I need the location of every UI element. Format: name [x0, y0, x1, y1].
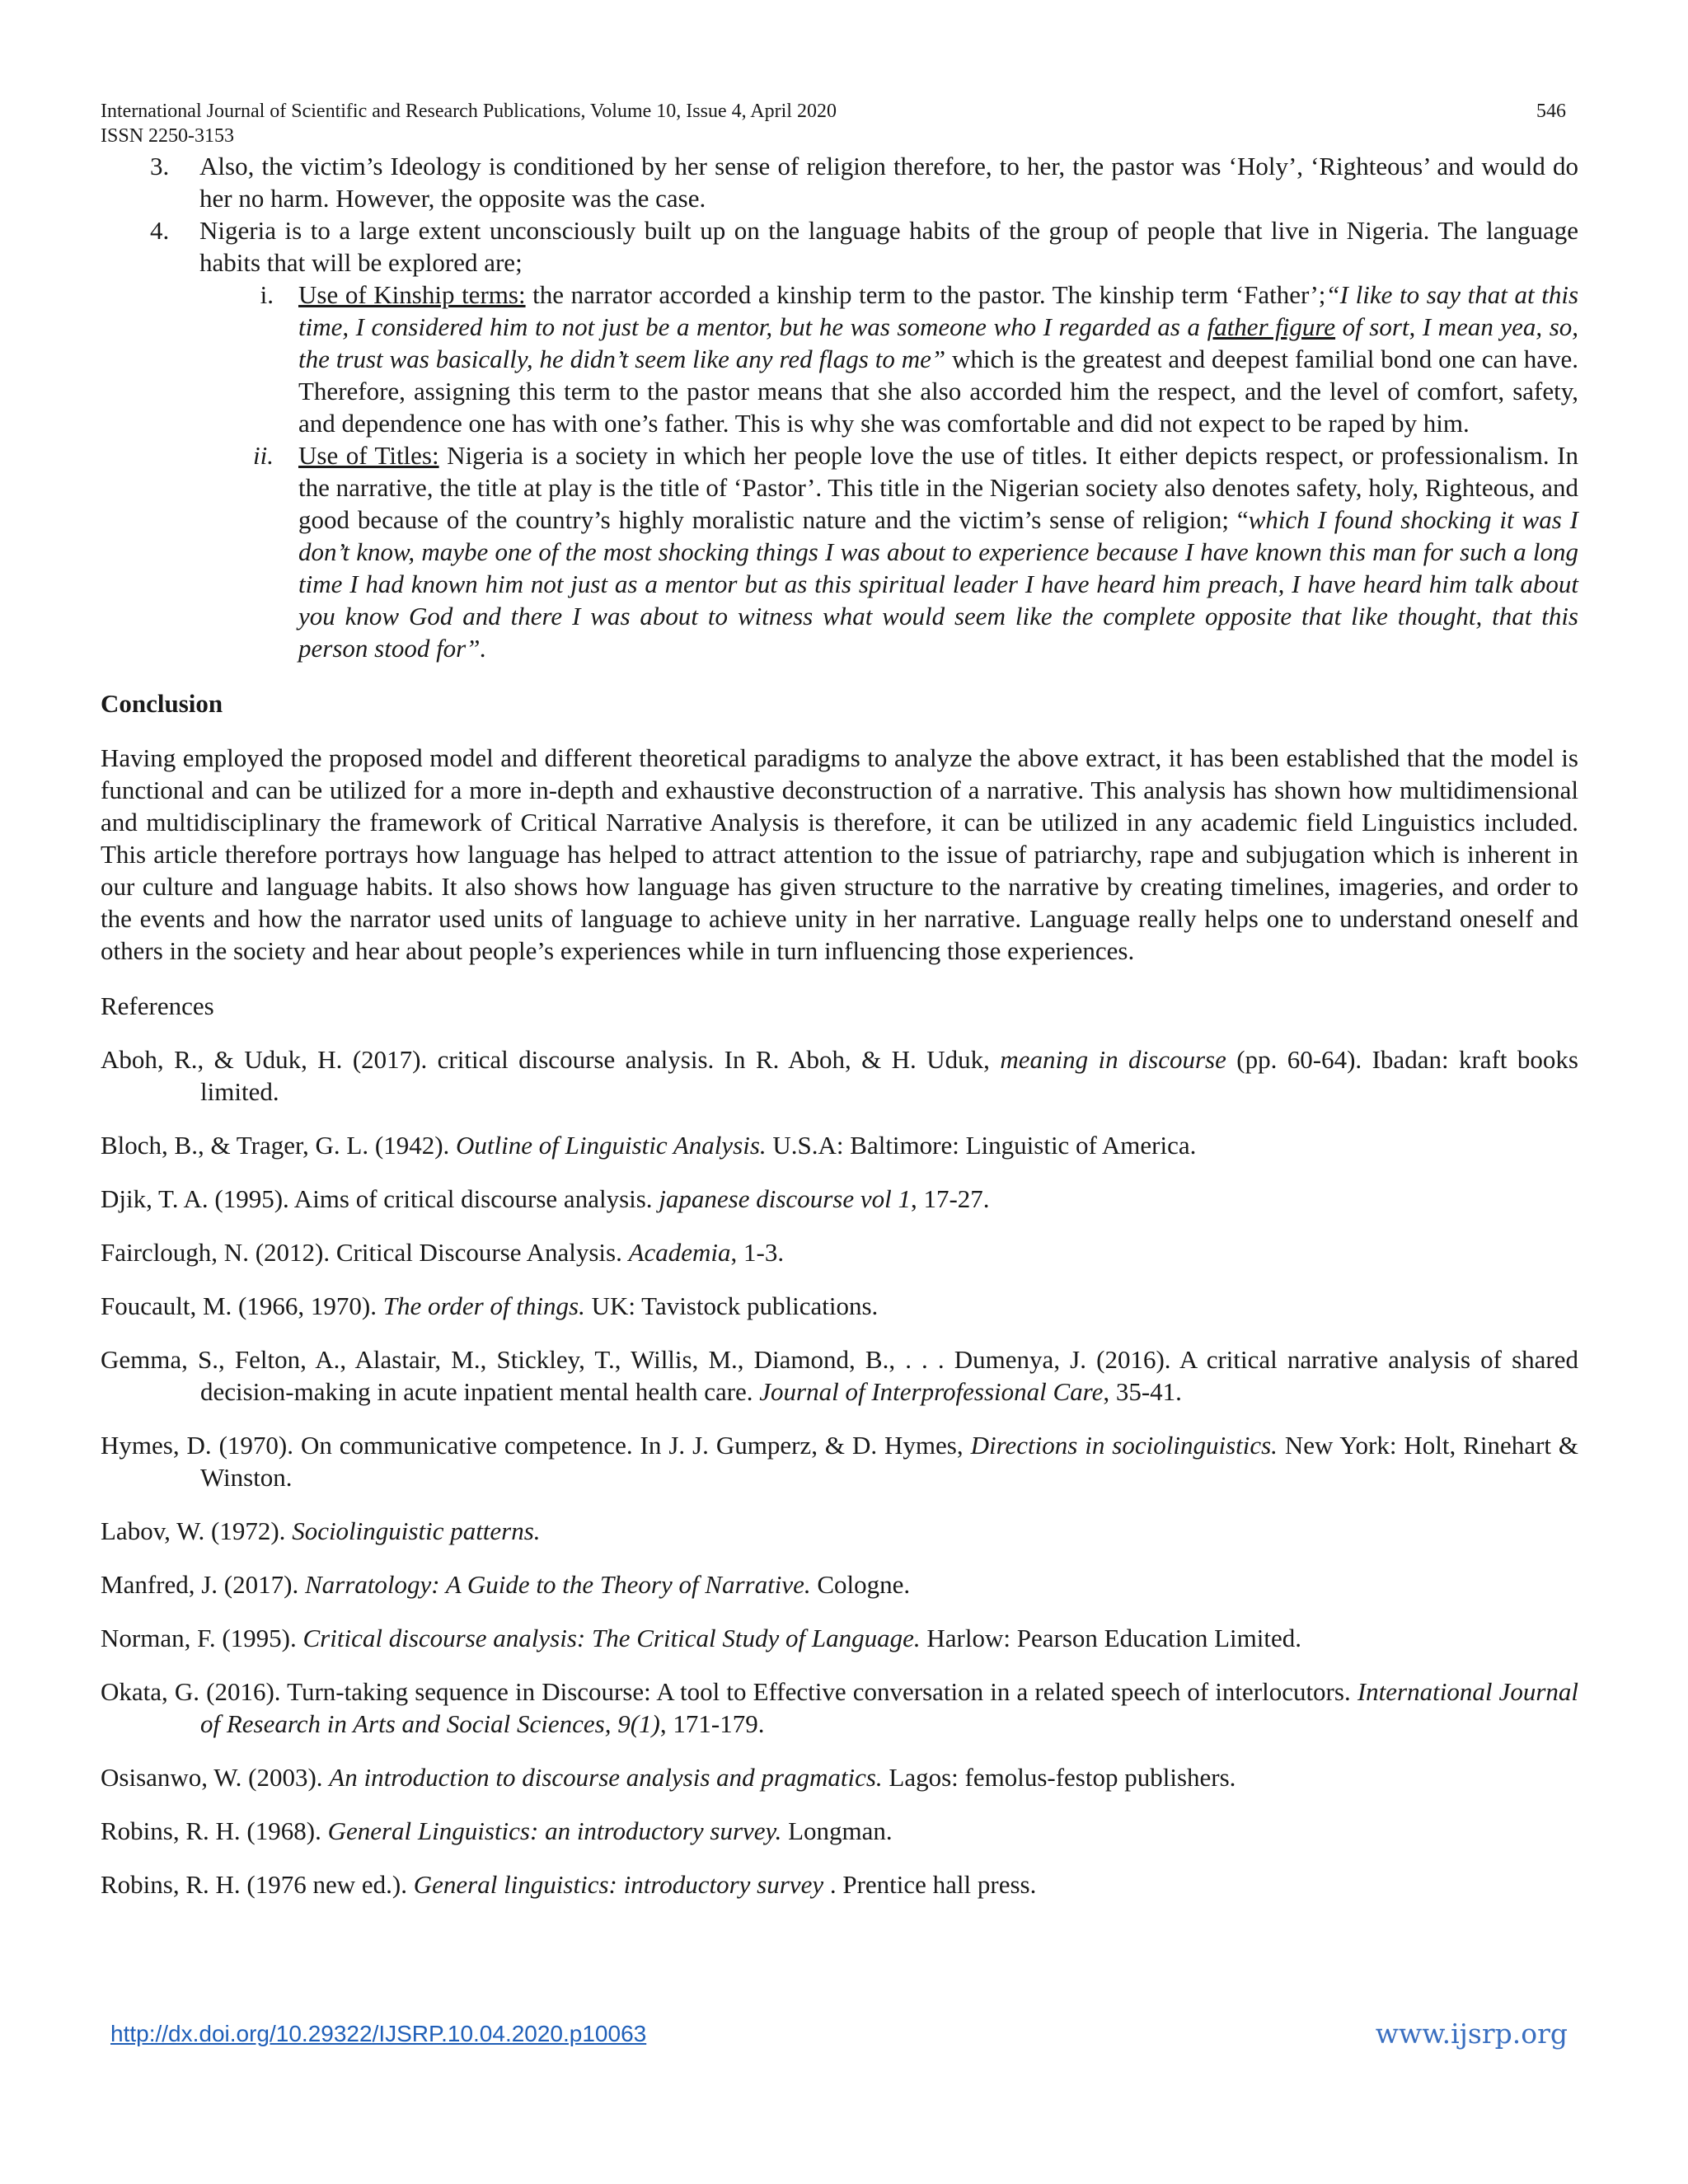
- quote-text: “I like to say that at this time, I considered him to not just be a mentor, but he was someone who I regarded as a: [298, 280, 1579, 341]
- list-item-text: Also, the victim’s Ideology is conditioned by her sense of religion therefore, to her, the pastor was ‘Holy’, ‘Righteous’ and would do her no harm. However, the opposite was the case.: [199, 152, 1578, 213]
- sublist-term: Use of Titles:: [298, 441, 439, 470]
- roman-sublist: [101, 279, 1578, 664]
- conclusion-paragraph: Having employed the proposed model and different theoretical paradigms to analyze the above extract, it has been established that the model is functional and can be utilized for a more in-depth and exhaustive deconstruction of a narrative. This analysis has shown how multidimensional and multidisciplinary the framework of Critical Narrative Analysis is therefore, it can be utilized in any academic field Linguistics included. This article therefore portrays how language has helped to attract attention to the issue of patriarchy, rape and subjugation which is inherent in our culture and language habits. It also shows how language has given structure to the narrative by creating timelines, imageries, and order to the events and how the narrator used units of language to achieve unity in her narrative. Language really helps one to understand oneself and others in the society and hear about people’s experiences while in turn influencing those experiences.: [101, 743, 1578, 965]
- sublist-item-kinship: [101, 279, 1578, 439]
- reference-item: Djik, T. A. (1995). Aims of critical discourse analysis. japanese discourse vol 1, 17-27.: [101, 1184, 990, 1213]
- reference-item: Hymes, D. (1970). On communicative competence. In J. J. Gumperz, & D. Hymes, Directions in sociolinguistics. New York: Holt, Rinehart & Winston.: [101, 1431, 1578, 1492]
- reference-item: Fairclough, N. (2012). Critical Discourse Analysis. Academia, 1-3.: [101, 1238, 785, 1267]
- journal-website-link[interactable]: www.ijsrp.org: [1375, 2018, 1568, 2050]
- list-item: [101, 214, 1578, 279]
- reference-item: Robins, R. H. (1968). General Linguistics: an introductory survey. Longman.: [101, 1816, 893, 1845]
- quote-underlined: father figure: [1207, 312, 1336, 341]
- page-number: 546: [1536, 101, 1566, 122]
- sublist-text: Nigeria is a society in which her people love the use of titles. It either depicts respect, or professionalism. In the narrative, the title at play is the title of ‘Pastor’. This title in the Nigerian society also denotes safety, holy, Righteous, and good because of the country’s highly moralistic nature and the victim’s sense of religion; “: [298, 441, 1578, 534]
- reference-item: Bloch, B., & Trager, G. L. (1942). Outline of Linguistic Analysis. U.S.A: Baltimore: Linguistic of America.: [101, 1131, 1197, 1160]
- list-item-text: Nigeria is to a large extent unconsciously built up on the language habits of the group of people that live in Nigeria. The language habits that will be explored are;: [199, 216, 1578, 277]
- sublist-term: Use of Kinship terms:: [298, 280, 526, 309]
- sublist-text: the narrator accorded a kinship term to the pastor. The kinship term ‘Father’;: [525, 280, 1326, 309]
- sublist-item-titles: [101, 439, 1578, 664]
- numbered-list: [101, 150, 1578, 279]
- section-heading: Conclusion: [101, 689, 223, 718]
- list-number: 4.: [150, 216, 170, 245]
- quote-text: of sort, I mean yea, so, the trust was basically, he didn’t seem like any red flags to me”: [298, 312, 1579, 373]
- reference-item: Labov, W. (1972). Sociolinguistic patterns.: [101, 1516, 541, 1545]
- journal-header: International Journal of Scientific and Research Publications, Volume 10, Issue 4, April 2020: [101, 101, 837, 122]
- references-heading: References: [101, 991, 214, 1020]
- main-content: [101, 150, 1578, 1900]
- reference-item: Robins, R. H. (1976 new ed.). General linguistics: introductory survey . Prentice hall press.: [101, 1870, 1037, 1899]
- doi-link[interactable]: http://dx.doi.org/10.29322/IJSRP.10.04.2020.p10063: [110, 2021, 647, 2046]
- issn-header: ISSN 2250-3153: [101, 125, 235, 147]
- reference-item: Manfred, J. (2017). Narratology: A Guide to the Theory of Narrative. Cologne.: [101, 1570, 911, 1599]
- roman-number: ii.: [253, 441, 274, 470]
- sublist-text: which is the greatest and deepest familial bond one can have. Therefore, assigning this term to the pastor means that she also accorded him the respect, and the level of comfort, safety, and dependence one has with one’s father. This is why she was comfortable and did not expect to be raped by him.: [298, 344, 1578, 438]
- roman-number: i.: [260, 280, 274, 309]
- quote-text: which I found shocking it was I don’t know, maybe one of the most shocking things I was about to experience because I have known this man for such a long time I had known him not just as a mentor but as this spiritual leader I have heard him preach, I have heard him talk about you know God and there I was about to witness what would seem like the complete opposite that like thought, that this person stood for”.: [298, 505, 1578, 663]
- reference-item: Aboh, R., & Uduk, H. (2017). critical discourse analysis. In R. Aboh, & H. Uduk, meaning in discourse (pp. 60-64). Ibadan: kraft books limited.: [101, 1045, 1578, 1106]
- reference-item: Norman, F. (1995). Critical discourse analysis: The Critical Study of Language. Harlow: Pearson Education Limited.: [101, 1624, 1301, 1652]
- reference-item: Foucault, M. (1966, 1970). The order of things. UK: Tavistock publications.: [101, 1291, 879, 1320]
- reference-item: Gemma, S., Felton, A., Alastair, M., Stickley, T., Willis, M., Diamond, B., . . . Dumenya, J. (2016). A critical narrative analysis of shared decision-making in acute inpatient mental health care. Journal of Interprofessional Care, 35-41.: [101, 1345, 1578, 1406]
- reference-item: Okata, G. (2016). Turn-taking sequence in Discourse: A tool to Effective conversation in a related speech of interlocutors. International Journal of Research in Arts and Social Sciences, 9(1), 171-179.: [101, 1677, 1578, 1738]
- reference-list: [101, 1043, 1578, 1900]
- list-item: [101, 150, 1578, 214]
- reference-item: Osisanwo, W. (2003). An introduction to discourse analysis and pragmatics. Lagos: femolus-festop publishers.: [101, 1763, 1236, 1792]
- list-number: 3.: [150, 152, 170, 180]
